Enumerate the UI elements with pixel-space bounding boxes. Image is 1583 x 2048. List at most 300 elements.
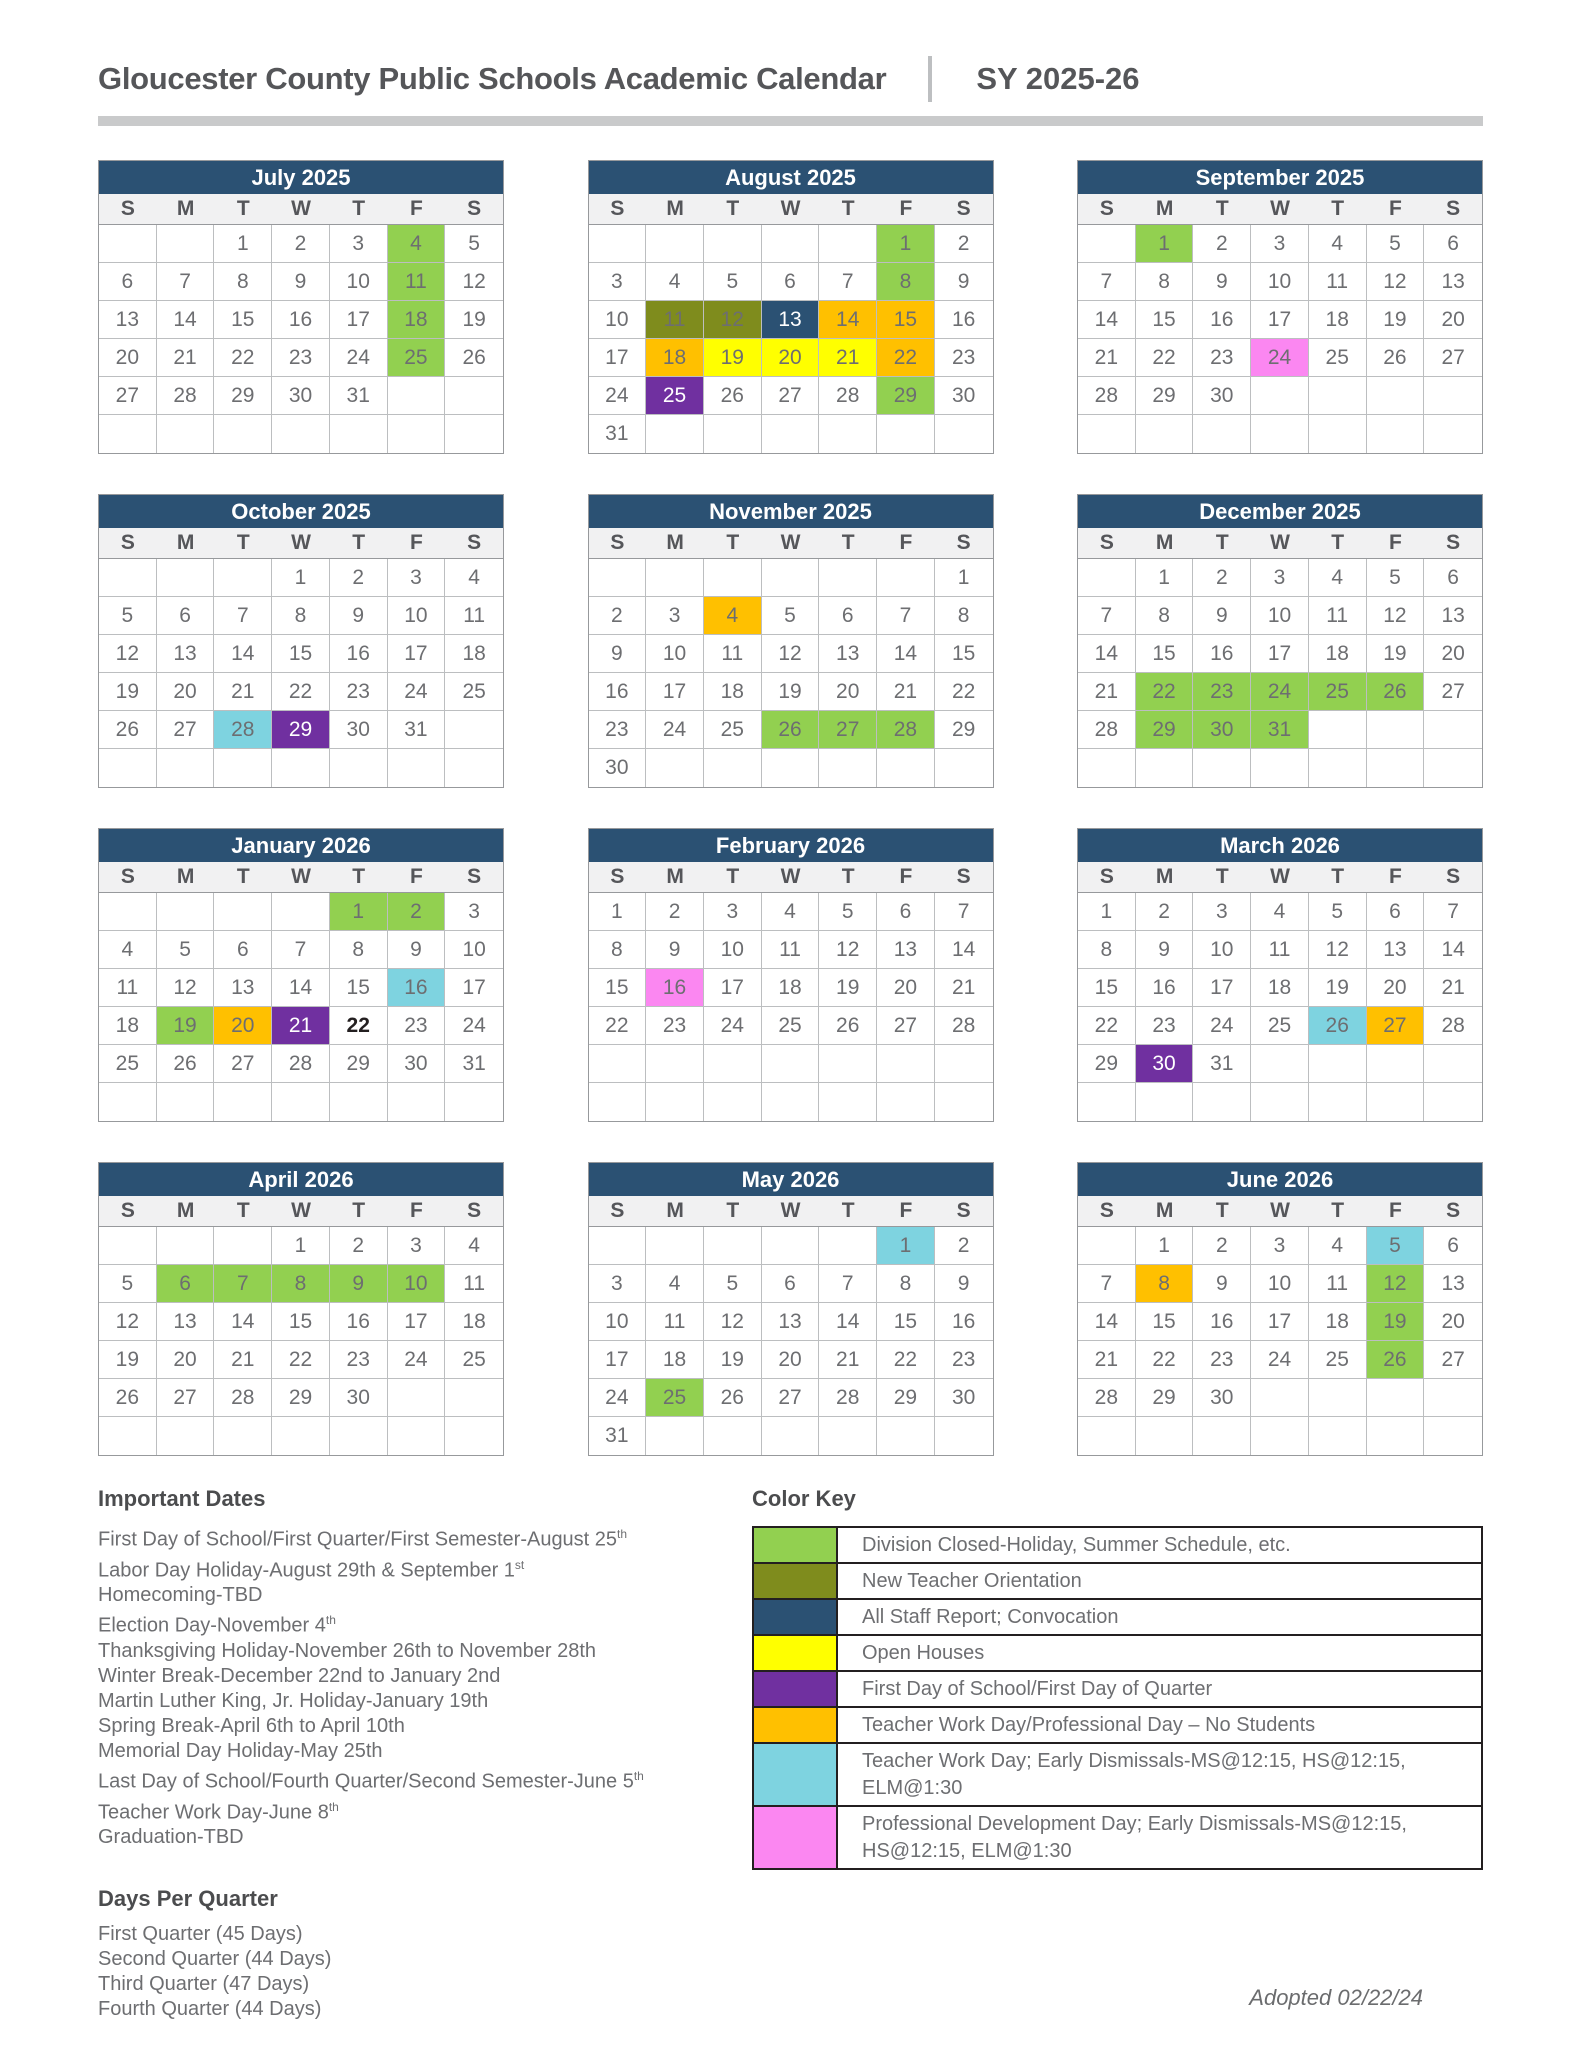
day-cell: 22 <box>935 673 993 711</box>
color-key-label: Teacher Work Day/Professional Day – No Students <box>862 1714 1316 1736</box>
day-cell <box>1424 377 1482 415</box>
day-cell: 5 <box>1309 893 1367 931</box>
day-grid <box>99 1227 503 1455</box>
day-cell: 8 <box>877 1265 935 1303</box>
day-cell <box>819 1227 877 1265</box>
bottom-section <box>98 1486 1483 2022</box>
day-cell: 19 <box>704 339 762 377</box>
weekday-label: M <box>1155 531 1174 554</box>
day-cell: 9 <box>330 1265 388 1303</box>
day-cell: 2 <box>1193 1227 1251 1265</box>
day-cell: 13 <box>762 301 820 339</box>
days-per-quarter-list <box>98 1922 752 2022</box>
day-cell: 14 <box>214 1303 272 1341</box>
day-cell <box>272 1417 330 1455</box>
day-cell: 16 <box>935 1303 993 1341</box>
month-december-2025 <box>1077 494 1483 788</box>
day-cell: 13 <box>157 1303 215 1341</box>
day-cell: 21 <box>1078 673 1136 711</box>
day-cell <box>646 1227 704 1265</box>
day-cell: 21 <box>157 339 215 377</box>
day-cell <box>935 1083 993 1121</box>
day-cell: 15 <box>272 1303 330 1341</box>
day-cell: 11 <box>1309 597 1367 635</box>
weekday-label: T <box>236 197 250 220</box>
day-cell <box>1078 749 1136 787</box>
day-cell: 19 <box>1367 1303 1425 1341</box>
day-cell: 15 <box>935 635 993 673</box>
weekday-label: T <box>1215 531 1229 554</box>
day-cell: 12 <box>445 263 503 301</box>
important-date-item: Last Day of School/Fourth Quarter/Second Semester-June 5th <box>98 1768 644 1793</box>
day-cell: 24 <box>1251 673 1309 711</box>
day-cell <box>1136 1417 1194 1455</box>
day-cell: 1 <box>1136 559 1194 597</box>
day-cell: 25 <box>762 1007 820 1045</box>
day-grid <box>99 559 503 787</box>
important-dates-section <box>98 1486 752 2022</box>
day-cell: 24 <box>1251 339 1309 377</box>
day-cell <box>1424 1083 1482 1121</box>
weekday-label: M <box>666 865 684 888</box>
day-cell <box>704 749 762 787</box>
day-cell <box>1078 415 1136 453</box>
day-cell: 10 <box>704 931 762 969</box>
day-cell: 18 <box>704 673 762 711</box>
day-cell: 20 <box>1424 301 1482 339</box>
day-cell: 2 <box>1193 225 1251 263</box>
day-cell: 13 <box>214 969 272 1007</box>
day-cell: 29 <box>272 1379 330 1417</box>
day-cell: 4 <box>1251 893 1309 931</box>
day-cell: 18 <box>445 635 503 673</box>
day-cell: 10 <box>388 597 446 635</box>
color-swatch <box>754 1528 838 1562</box>
day-cell: 28 <box>1078 377 1136 415</box>
day-cell: 10 <box>646 635 704 673</box>
day-cell: 2 <box>589 597 647 635</box>
day-cell: 1 <box>272 1227 330 1265</box>
day-cell <box>762 225 820 263</box>
day-cell <box>1424 1045 1482 1083</box>
day-cell: 17 <box>1251 1303 1309 1341</box>
day-cell: 30 <box>1136 1045 1194 1083</box>
weekday-label: M <box>1155 1199 1174 1222</box>
weekday-row <box>589 194 993 225</box>
day-cell <box>1136 415 1194 453</box>
day-cell <box>99 1227 157 1265</box>
weekday-row <box>1078 194 1482 225</box>
day-cell: 4 <box>704 597 762 635</box>
day-cell: 9 <box>1193 1265 1251 1303</box>
day-cell: 12 <box>1367 263 1425 301</box>
day-cell: 6 <box>157 1265 215 1303</box>
day-cell: 9 <box>272 263 330 301</box>
day-cell <box>1078 1227 1136 1265</box>
day-cell: 1 <box>1136 225 1194 263</box>
day-cell <box>1424 415 1482 453</box>
day-cell: 19 <box>99 1341 157 1379</box>
day-cell: 2 <box>935 225 993 263</box>
month-april-2026 <box>98 1162 504 1456</box>
day-cell: 11 <box>388 263 446 301</box>
day-cell <box>589 1083 647 1121</box>
day-cell: 15 <box>1136 301 1194 339</box>
day-cell: 26 <box>819 1007 877 1045</box>
day-cell <box>1193 1083 1251 1121</box>
day-cell: 30 <box>589 749 647 787</box>
day-cell: 25 <box>704 711 762 749</box>
days-per-quarter-item: Second Quarter (44 Days) <box>98 1948 332 1971</box>
day-cell: 23 <box>1193 339 1251 377</box>
day-cell: 21 <box>214 1341 272 1379</box>
day-cell: 9 <box>1193 597 1251 635</box>
day-cell: 24 <box>589 377 647 415</box>
day-cell: 14 <box>1078 1303 1136 1341</box>
day-cell: 10 <box>1193 931 1251 969</box>
day-grid <box>1078 559 1482 787</box>
weekday-label: S <box>467 531 482 554</box>
weekday-label: W <box>291 531 311 554</box>
day-cell <box>157 559 215 597</box>
day-cell <box>1309 377 1367 415</box>
day-cell: 3 <box>445 893 503 931</box>
weekday-row <box>589 528 993 559</box>
day-cell: 28 <box>819 1379 877 1417</box>
day-cell: 8 <box>272 1265 330 1303</box>
day-cell: 14 <box>935 931 993 969</box>
day-cell: 1 <box>214 225 272 263</box>
day-cell: 24 <box>1193 1007 1251 1045</box>
weekday-label: W <box>291 197 311 220</box>
day-cell: 17 <box>1251 301 1309 339</box>
day-cell: 23 <box>589 711 647 749</box>
day-cell: 4 <box>646 1265 704 1303</box>
day-cell <box>646 1083 704 1121</box>
day-cell: 6 <box>157 597 215 635</box>
day-cell: 28 <box>214 711 272 749</box>
month-august-2025 <box>588 160 994 454</box>
day-cell <box>1309 415 1367 453</box>
day-cell: 18 <box>99 1007 157 1045</box>
page-header <box>98 54 1483 104</box>
weekday-row <box>99 1196 503 1227</box>
day-cell: 21 <box>819 339 877 377</box>
day-cell <box>762 749 820 787</box>
day-cell: 11 <box>1309 263 1367 301</box>
day-cell: 14 <box>1078 301 1136 339</box>
weekday-label: M <box>176 1199 195 1222</box>
day-cell <box>1309 1379 1367 1417</box>
day-cell: 30 <box>330 1379 388 1417</box>
day-cell: 16 <box>935 301 993 339</box>
day-cell: 23 <box>646 1007 704 1045</box>
day-cell: 5 <box>99 1265 157 1303</box>
weekday-label: W <box>1270 531 1290 554</box>
important-date-item: Thanksgiving Holiday-November 26th to November 28th <box>98 1639 597 1662</box>
day-cell: 3 <box>388 1227 446 1265</box>
day-cell <box>589 559 647 597</box>
day-cell: 5 <box>1367 225 1425 263</box>
weekday-label: S <box>1099 865 1114 888</box>
day-cell: 12 <box>704 1303 762 1341</box>
day-cell <box>214 749 272 787</box>
day-cell: 1 <box>877 1227 935 1265</box>
day-cell: 12 <box>819 931 877 969</box>
weekday-label: F <box>410 865 423 888</box>
day-cell: 23 <box>935 339 993 377</box>
weekday-label: S <box>120 1199 135 1222</box>
day-cell: 13 <box>1424 1265 1482 1303</box>
weekday-label: T <box>1215 865 1229 888</box>
day-cell: 17 <box>388 1303 446 1341</box>
day-cell: 18 <box>445 1303 503 1341</box>
color-key-label: Professional Development Day; Early Dismissals-MS@12:15, HS@12:15, ELM@1:30 <box>862 1813 1407 1862</box>
day-cell: 2 <box>1136 893 1194 931</box>
day-cell <box>704 1227 762 1265</box>
weekday-label: S <box>610 865 625 888</box>
day-cell <box>388 1379 446 1417</box>
day-cell: 29 <box>1078 1045 1136 1083</box>
day-cell: 8 <box>1136 1265 1194 1303</box>
day-cell: 3 <box>330 225 388 263</box>
day-cell: 7 <box>877 597 935 635</box>
day-cell: 11 <box>1309 1265 1367 1303</box>
day-cell: 7 <box>819 1265 877 1303</box>
day-cell: 28 <box>1078 711 1136 749</box>
day-cell: 8 <box>1136 263 1194 301</box>
day-cell: 19 <box>704 1341 762 1379</box>
day-cell: 7 <box>935 893 993 931</box>
day-cell: 10 <box>445 931 503 969</box>
day-cell <box>1309 711 1367 749</box>
day-cell <box>1424 1417 1482 1455</box>
weekday-label: T <box>726 1199 740 1222</box>
day-cell: 21 <box>935 969 993 1007</box>
day-cell <box>1424 1379 1482 1417</box>
day-cell: 10 <box>1251 1265 1309 1303</box>
day-cell: 6 <box>1424 225 1482 263</box>
color-key-section <box>752 1486 1483 2022</box>
day-cell: 2 <box>330 559 388 597</box>
day-cell: 5 <box>704 263 762 301</box>
day-cell <box>445 1083 503 1121</box>
day-cell: 29 <box>272 711 330 749</box>
color-key-row <box>754 1562 1481 1598</box>
days-per-quarter-item: Fourth Quarter (44 Days) <box>98 1998 322 2021</box>
weekday-label: T <box>841 197 855 220</box>
day-cell: 4 <box>1309 559 1367 597</box>
day-cell: 1 <box>935 559 993 597</box>
day-cell: 15 <box>1136 1303 1194 1341</box>
day-cell <box>1367 1379 1425 1417</box>
day-cell: 26 <box>1309 1007 1367 1045</box>
day-cell <box>1251 1379 1309 1417</box>
days-per-quarter-heading: Days Per Quarter <box>98 1886 278 1912</box>
day-cell: 8 <box>877 263 935 301</box>
day-cell: 21 <box>1078 339 1136 377</box>
month-may-2026 <box>588 1162 994 1456</box>
day-cell: 5 <box>1367 559 1425 597</box>
day-cell <box>157 1417 215 1455</box>
day-cell: 2 <box>935 1227 993 1265</box>
weekday-row <box>1078 862 1482 893</box>
day-cell: 4 <box>445 559 503 597</box>
day-cell: 31 <box>589 1417 647 1455</box>
weekday-label: M <box>176 197 195 220</box>
day-cell <box>1309 1083 1367 1121</box>
day-cell: 31 <box>1193 1045 1251 1083</box>
day-cell: 19 <box>157 1007 215 1045</box>
day-cell: 13 <box>1367 931 1425 969</box>
weekday-label: M <box>176 865 195 888</box>
month-title: April 2026 <box>99 1163 503 1196</box>
weekday-label: F <box>1389 197 1402 220</box>
day-grid <box>99 893 503 1121</box>
important-date-item: Election Day-November 4th <box>98 1613 336 1637</box>
day-cell <box>646 1417 704 1455</box>
day-cell: 15 <box>589 969 647 1007</box>
color-key-row <box>754 1742 1481 1805</box>
day-cell <box>1424 749 1482 787</box>
title-divider <box>928 56 932 102</box>
days-per-quarter-item: First Quarter (45 Days) <box>98 1923 303 1946</box>
day-cell: 13 <box>157 635 215 673</box>
weekday-label: S <box>956 865 971 888</box>
day-cell: 29 <box>877 1379 935 1417</box>
day-cell: 11 <box>1251 931 1309 969</box>
day-cell: 25 <box>99 1045 157 1083</box>
day-cell <box>330 749 388 787</box>
day-cell: 24 <box>445 1007 503 1045</box>
day-cell: 5 <box>157 931 215 969</box>
day-cell: 25 <box>1309 339 1367 377</box>
day-cell <box>704 225 762 263</box>
day-cell: 10 <box>388 1265 446 1303</box>
day-cell: 24 <box>330 339 388 377</box>
day-cell: 26 <box>1367 339 1425 377</box>
day-cell: 31 <box>330 377 388 415</box>
day-cell: 12 <box>99 635 157 673</box>
day-cell: 25 <box>646 377 704 415</box>
day-cell: 6 <box>214 931 272 969</box>
day-cell <box>99 415 157 453</box>
day-cell: 5 <box>99 597 157 635</box>
color-key-label: All Staff Report; Convocation <box>862 1606 1119 1628</box>
day-cell: 3 <box>1251 1227 1309 1265</box>
day-cell: 26 <box>445 339 503 377</box>
day-cell: 3 <box>1193 893 1251 931</box>
day-cell: 15 <box>877 1303 935 1341</box>
weekday-label: S <box>1446 1199 1461 1222</box>
weekday-label: F <box>1389 865 1402 888</box>
day-cell <box>704 415 762 453</box>
important-date-item: First Day of School/First Quarter/First Semester-August 25th <box>98 1527 628 1551</box>
day-grid <box>589 893 993 1121</box>
color-key-label: Open Houses <box>862 1642 985 1664</box>
day-cell: 3 <box>589 263 647 301</box>
weekday-label: F <box>899 531 913 554</box>
day-cell: 20 <box>877 969 935 1007</box>
weekday-label: W <box>291 865 311 888</box>
day-cell: 13 <box>819 635 877 673</box>
weekday-label: S <box>956 1199 971 1222</box>
day-cell: 26 <box>704 377 762 415</box>
day-cell: 7 <box>1078 597 1136 635</box>
day-cell <box>330 415 388 453</box>
day-cell <box>877 559 935 597</box>
day-cell: 9 <box>935 263 993 301</box>
day-cell: 21 <box>877 673 935 711</box>
day-cell: 26 <box>157 1045 215 1083</box>
weekday-label: F <box>410 197 423 220</box>
day-cell: 8 <box>214 263 272 301</box>
days-per-quarter-section <box>98 1886 752 2022</box>
day-cell: 16 <box>1193 301 1251 339</box>
day-cell: 22 <box>877 339 935 377</box>
day-cell <box>877 415 935 453</box>
day-cell <box>646 415 704 453</box>
important-date-item: Spring Break-April 6th to April 10th <box>98 1714 405 1737</box>
day-cell: 4 <box>445 1227 503 1265</box>
day-cell <box>99 1083 157 1121</box>
day-cell <box>157 1227 215 1265</box>
day-cell: 25 <box>1309 673 1367 711</box>
day-cell: 14 <box>272 969 330 1007</box>
weekday-label: S <box>956 197 971 220</box>
day-cell: 24 <box>589 1379 647 1417</box>
weekday-label: T <box>236 865 250 888</box>
day-cell: 28 <box>272 1045 330 1083</box>
day-cell <box>762 1083 820 1121</box>
day-cell: 26 <box>762 711 820 749</box>
important-date-item: Teacher Work Day-June 8th <box>98 1799 339 1824</box>
day-cell: 11 <box>646 301 704 339</box>
color-key-label: Teacher Work Day; Early Dismissals-MS@12:15, HS@12:15, ELM@1:30 <box>862 1750 1406 1799</box>
day-cell: 13 <box>1424 263 1482 301</box>
weekday-label: W <box>1270 197 1290 220</box>
day-cell: 22 <box>330 1007 388 1045</box>
day-cell: 4 <box>646 263 704 301</box>
day-cell: 18 <box>646 1341 704 1379</box>
important-date-item: Graduation-TBD <box>98 1826 244 1849</box>
day-cell <box>157 1083 215 1121</box>
color-key-heading: Color Key <box>752 1486 856 1511</box>
adopted-date: Adopted 02/22/24 <box>1249 1985 1423 2010</box>
day-cell: 27 <box>877 1007 935 1045</box>
month-title: March 2026 <box>1078 829 1482 862</box>
color-key-label: Division Closed-Holiday, Summer Schedule, etc. <box>862 1534 1291 1556</box>
color-swatch <box>754 1744 838 1805</box>
day-cell <box>762 1227 820 1265</box>
day-cell: 18 <box>646 339 704 377</box>
day-cell <box>819 559 877 597</box>
day-cell <box>877 749 935 787</box>
weekday-label: M <box>666 197 684 220</box>
day-cell: 7 <box>1078 1265 1136 1303</box>
day-cell: 17 <box>445 969 503 1007</box>
day-cell: 13 <box>99 301 157 339</box>
color-key-row <box>754 1670 1481 1706</box>
day-cell: 7 <box>1424 893 1482 931</box>
day-cell: 9 <box>1193 263 1251 301</box>
day-cell: 28 <box>819 377 877 415</box>
day-cell <box>935 1045 993 1083</box>
day-cell <box>445 1417 503 1455</box>
day-cell: 26 <box>99 1379 157 1417</box>
day-cell <box>445 1379 503 1417</box>
day-cell: 13 <box>877 931 935 969</box>
